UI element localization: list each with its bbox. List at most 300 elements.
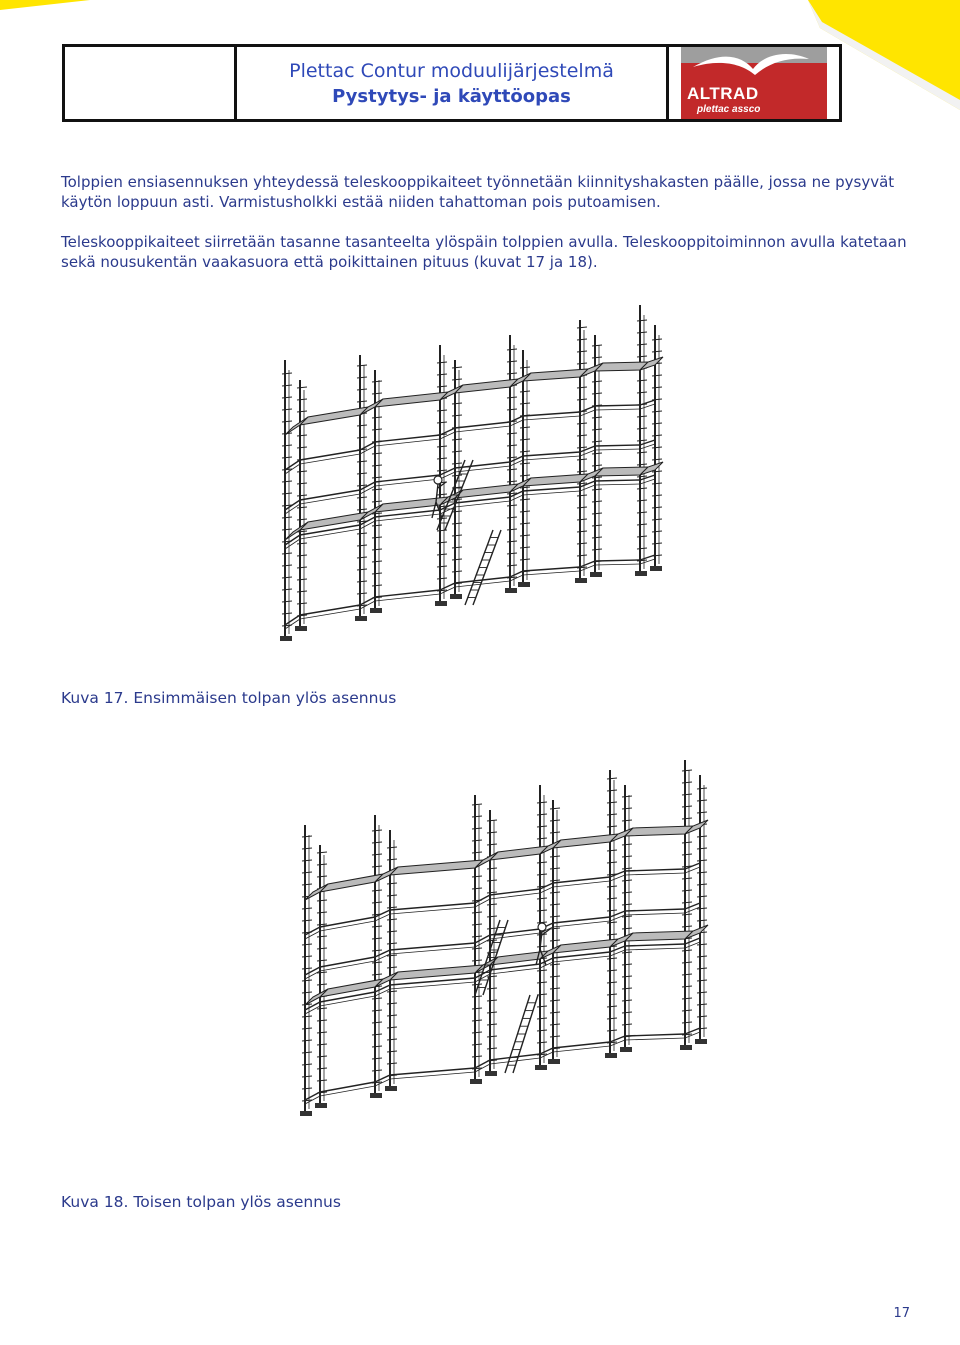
- post-node: [317, 900, 327, 901]
- ledger: [595, 560, 640, 561]
- post-node: [622, 1012, 632, 1013]
- post-node: [372, 974, 382, 975]
- post-node: [387, 1015, 397, 1016]
- post-node: [652, 351, 662, 352]
- post-node: [357, 533, 367, 534]
- post-node: [452, 571, 462, 572]
- post-node: [387, 907, 397, 908]
- post-node: [302, 1052, 312, 1053]
- post-node: [592, 345, 602, 346]
- ledger: [390, 1068, 475, 1075]
- post-node: [302, 1028, 312, 1029]
- post-node: [607, 1018, 617, 1019]
- bird-icon: [691, 49, 811, 79]
- post-node: [682, 770, 692, 771]
- post-node: [297, 543, 307, 544]
- post-node: [357, 473, 367, 474]
- post-node: [372, 866, 382, 867]
- post-node: [550, 856, 560, 857]
- post-node: [317, 924, 327, 925]
- post-node: [622, 796, 632, 797]
- post-node: [507, 361, 517, 362]
- post-node: [592, 501, 602, 502]
- post-node: [637, 500, 647, 501]
- post-node: [592, 525, 602, 526]
- post-node: [372, 950, 382, 951]
- post-node: [317, 912, 327, 913]
- post-node: [652, 519, 662, 520]
- header-logo-cell: [669, 47, 839, 119]
- ledger-lower: [625, 873, 685, 875]
- ledger-lower: [360, 521, 375, 529]
- post-node: [622, 964, 632, 965]
- figure-18-caption: Kuva 18. Toisen tolpan ylös asennus: [61, 1193, 341, 1211]
- post-node: [357, 401, 367, 402]
- post-node: [357, 509, 367, 510]
- post-node: [297, 495, 307, 496]
- post-node: [302, 956, 312, 957]
- post-node: [607, 1006, 617, 1007]
- post-node: [437, 422, 447, 423]
- post-node: [622, 868, 632, 869]
- post-node: [607, 802, 617, 803]
- deck-platform: [300, 512, 368, 530]
- post-node: [537, 1042, 547, 1043]
- post-node: [302, 1016, 312, 1017]
- post-node: [472, 1008, 482, 1009]
- post-node: [472, 852, 482, 853]
- base-plate: [370, 608, 382, 613]
- post-node: [282, 409, 292, 410]
- post-node: [577, 483, 587, 484]
- post-node: [592, 489, 602, 490]
- header-blank-cell: [65, 47, 237, 119]
- ledger-lower: [360, 446, 375, 454]
- post-node: [387, 883, 397, 884]
- post-node: [697, 968, 707, 969]
- post-node: [622, 1024, 632, 1025]
- post-node: [652, 543, 662, 544]
- post-node: [550, 964, 560, 965]
- post-node: [537, 982, 547, 983]
- post-node: [297, 579, 307, 580]
- post-node: [282, 385, 292, 386]
- post-node: [297, 399, 307, 400]
- post-node: [550, 892, 560, 893]
- post-node: [577, 339, 587, 340]
- post-node: [357, 497, 367, 498]
- post-node: [372, 453, 382, 454]
- post-node: [577, 543, 587, 544]
- post-node: [577, 351, 587, 352]
- post-node: [452, 559, 462, 560]
- post-node: [537, 814, 547, 815]
- post-node: [507, 469, 517, 470]
- worker-head: [434, 476, 442, 484]
- post-node: [372, 1010, 382, 1011]
- post-node: [637, 464, 647, 465]
- post-node: [297, 567, 307, 568]
- post-node: [317, 1056, 327, 1057]
- ledger-lower: [390, 907, 475, 914]
- post-node: [682, 794, 692, 795]
- deck-platform: [553, 834, 618, 848]
- ledger: [300, 490, 360, 500]
- ledger-lower: [625, 1038, 685, 1040]
- deck-platform: [625, 931, 693, 941]
- post-node: [297, 603, 307, 604]
- post-node: [537, 874, 547, 875]
- post-node: [302, 872, 312, 873]
- post-node: [637, 524, 647, 525]
- post-node: [550, 880, 560, 881]
- post-node: [592, 549, 602, 550]
- post-node: [372, 537, 382, 538]
- post-node: [372, 465, 382, 466]
- ledger: [390, 903, 475, 910]
- base-plate: [295, 626, 307, 631]
- post-node: [452, 403, 462, 404]
- base-plate: [695, 1039, 707, 1044]
- post-node: [592, 441, 602, 442]
- ledger: [625, 909, 685, 911]
- post-node: [607, 922, 617, 923]
- ledger: [523, 412, 580, 416]
- ledger: [320, 917, 375, 927]
- post-node: [317, 936, 327, 937]
- base-plate: [435, 601, 447, 606]
- post-node: [637, 344, 647, 345]
- post-node: [357, 377, 367, 378]
- post-node: [437, 374, 447, 375]
- post-node: [472, 804, 482, 805]
- post-node: [622, 880, 632, 881]
- post-node: [652, 471, 662, 472]
- post-node: [452, 463, 462, 464]
- post-node: [297, 591, 307, 592]
- ledger-lower: [375, 594, 440, 601]
- post-node: [317, 948, 327, 949]
- post-node: [607, 850, 617, 851]
- post-node: [697, 812, 707, 813]
- post-node: [357, 437, 367, 438]
- post-node: [437, 458, 447, 459]
- post-node: [682, 806, 692, 807]
- post-node: [372, 393, 382, 394]
- post-node: [652, 531, 662, 532]
- scaffold-lines: [280, 305, 663, 641]
- post-node: [487, 844, 497, 845]
- post-node: [637, 416, 647, 417]
- post-node: [487, 880, 497, 881]
- ledger: [523, 452, 580, 456]
- base-plate: [605, 1053, 617, 1058]
- post-node: [520, 463, 530, 464]
- post-node: [537, 1018, 547, 1019]
- deck-platform: [305, 989, 328, 1005]
- post-node: [472, 840, 482, 841]
- post-node: [537, 970, 547, 971]
- ledger-lower: [595, 564, 640, 565]
- ledger: [390, 943, 475, 950]
- post-node: [357, 461, 367, 462]
- post-node: [577, 327, 587, 328]
- ledger-lower: [305, 971, 320, 979]
- post-node: [607, 1030, 617, 1031]
- post-node: [507, 541, 517, 542]
- post-node: [697, 908, 707, 909]
- post-node: [302, 860, 312, 861]
- post-node: [297, 387, 307, 388]
- post-node: [437, 566, 447, 567]
- post-node: [357, 365, 367, 366]
- ledger-lower: [523, 456, 580, 460]
- post-node: [537, 802, 547, 803]
- post-node: [372, 573, 382, 574]
- post-node: [537, 838, 547, 839]
- post-node: [652, 387, 662, 388]
- post-node: [637, 452, 647, 453]
- base-plate: [505, 588, 517, 593]
- post-node: [372, 549, 382, 550]
- post-node: [697, 788, 707, 789]
- post-node: [507, 397, 517, 398]
- post-node: [372, 842, 382, 843]
- ledger-lower: [375, 479, 440, 486]
- post-node: [520, 511, 530, 512]
- post-node: [550, 904, 560, 905]
- post-node: [317, 876, 327, 877]
- post-node: [697, 848, 707, 849]
- ledger: [625, 944, 685, 946]
- ledger-lower: [375, 989, 390, 996]
- post-node: [652, 435, 662, 436]
- post-node: [622, 976, 632, 977]
- post-node: [652, 339, 662, 340]
- post-node: [372, 585, 382, 586]
- post-node: [607, 826, 617, 827]
- base-plate: [470, 1079, 482, 1084]
- post-node: [682, 998, 692, 999]
- post-node: [607, 898, 617, 899]
- post-node: [372, 525, 382, 526]
- post-node: [682, 1022, 692, 1023]
- post-node: [437, 386, 447, 387]
- post-node: [520, 535, 530, 536]
- post-node: [697, 896, 707, 897]
- post-node: [622, 916, 632, 917]
- ledger-lower: [523, 491, 580, 495]
- base-plate: [590, 572, 602, 577]
- post-node: [682, 974, 692, 975]
- ledger-lower: [595, 409, 640, 410]
- post-node: [372, 561, 382, 562]
- post-node: [357, 389, 367, 390]
- deck-platform: [523, 369, 588, 381]
- post-node: [282, 481, 292, 482]
- post-node: [472, 924, 482, 925]
- ledger: [375, 435, 440, 442]
- post-node: [372, 1058, 382, 1059]
- post-node: [302, 836, 312, 837]
- post-node: [452, 535, 462, 536]
- post-node: [607, 982, 617, 983]
- post-node: [472, 996, 482, 997]
- post-node: [472, 888, 482, 889]
- ledger-lower: [375, 954, 390, 961]
- post-node: [487, 1000, 497, 1001]
- post-node: [607, 814, 617, 815]
- post-node: [472, 936, 482, 937]
- post-node: [372, 1070, 382, 1071]
- deck-platform: [320, 874, 383, 892]
- post-node: [507, 433, 517, 434]
- post-node: [372, 489, 382, 490]
- post-node: [487, 832, 497, 833]
- post-node: [520, 391, 530, 392]
- post-node: [302, 968, 312, 969]
- post-node: [387, 1063, 397, 1064]
- post-node: [520, 451, 530, 452]
- post-node: [282, 577, 292, 578]
- post-node: [520, 499, 530, 500]
- post-node: [317, 1020, 327, 1021]
- post-node: [297, 483, 307, 484]
- post-node: [697, 1004, 707, 1005]
- post-node: [537, 862, 547, 863]
- post-node: [387, 955, 397, 956]
- post-node: [372, 998, 382, 999]
- post-node: [372, 429, 382, 430]
- post-node: [302, 1040, 312, 1041]
- post-node: [472, 1056, 482, 1057]
- post-node: [372, 381, 382, 382]
- ledger-lower: [440, 432, 455, 439]
- post-node: [487, 868, 497, 869]
- post-node: [387, 847, 397, 848]
- post-node: [592, 453, 602, 454]
- post-node: [550, 1000, 560, 1001]
- post-node: [652, 375, 662, 376]
- post-node: [387, 991, 397, 992]
- post-node: [577, 435, 587, 436]
- ledger-lower: [523, 571, 580, 575]
- post-node: [637, 428, 647, 429]
- post-node: [452, 451, 462, 452]
- post-node: [637, 356, 647, 357]
- ledger-lower: [390, 947, 475, 954]
- post-node: [550, 928, 560, 929]
- post-node: [452, 547, 462, 548]
- post-node: [452, 523, 462, 524]
- post-node: [592, 477, 602, 478]
- ledger: [523, 487, 580, 491]
- post-node: [697, 872, 707, 873]
- post-node: [577, 495, 587, 496]
- deck-platform: [285, 417, 308, 435]
- ledger: [360, 442, 375, 450]
- deck-platform: [553, 939, 618, 953]
- post-node: [682, 842, 692, 843]
- post-node: [537, 1030, 547, 1031]
- post-node: [487, 1036, 497, 1037]
- base-plate: [548, 1059, 560, 1064]
- post-node: [437, 470, 447, 471]
- post-node: [592, 381, 602, 382]
- post-node: [387, 1003, 397, 1004]
- post-node: [282, 445, 292, 446]
- post-node: [592, 465, 602, 466]
- ledger: [360, 597, 375, 605]
- post-node: [520, 475, 530, 476]
- base-plate: [280, 636, 292, 641]
- post-node: [682, 962, 692, 963]
- altrad-logo: [681, 47, 827, 119]
- post-node: [487, 820, 497, 821]
- ledger: [595, 405, 640, 406]
- ledger: [595, 480, 640, 481]
- post-node: [697, 956, 707, 957]
- post-node: [282, 373, 292, 374]
- post-node: [607, 790, 617, 791]
- post-node: [577, 363, 587, 364]
- post-node: [437, 410, 447, 411]
- ledger: [285, 615, 300, 625]
- ledger-lower: [390, 982, 475, 989]
- post-node: [682, 902, 692, 903]
- post-node: [682, 854, 692, 855]
- post-node: [487, 1024, 497, 1025]
- post-node: [520, 367, 530, 368]
- post-node: [652, 483, 662, 484]
- paragraph-2: Teleskooppikaiteet siirretään tasanne tasanteelta ylöspäin tolppien avulla. Teleskooppitoiminnon avulla katetaan sekä nousukentän vaakasuora että poikittainen pituus (kuvat 17 ja 18).: [61, 233, 907, 271]
- post-node: [437, 578, 447, 579]
- post-node: [550, 868, 560, 869]
- base-plate: [650, 566, 662, 571]
- post-node: [592, 393, 602, 394]
- post-node: [550, 1036, 560, 1037]
- post-node: [372, 926, 382, 927]
- post-node: [452, 367, 462, 368]
- post-node: [537, 826, 547, 827]
- post-node: [652, 411, 662, 412]
- scaffold-lines: [300, 760, 708, 1116]
- deck-platform: [390, 860, 483, 875]
- post-node: [452, 475, 462, 476]
- post-node: [302, 980, 312, 981]
- post-node: [550, 940, 560, 941]
- post-node: [387, 931, 397, 932]
- post-node: [607, 994, 617, 995]
- ledger: [320, 957, 375, 967]
- ledger: [440, 468, 455, 475]
- post-node: [487, 928, 497, 929]
- post-node: [520, 439, 530, 440]
- post-node: [697, 944, 707, 945]
- post-node: [317, 1032, 327, 1033]
- post-node: [577, 555, 587, 556]
- post-node: [682, 950, 692, 951]
- post-node: [637, 440, 647, 441]
- post-node: [622, 904, 632, 905]
- post-node: [507, 517, 517, 518]
- ledger-lower: [625, 948, 685, 950]
- ledger: [625, 869, 685, 871]
- scaffold-figure-17: [265, 300, 685, 650]
- base-plate: [575, 578, 587, 583]
- base-plate: [518, 582, 530, 587]
- post-node: [592, 417, 602, 418]
